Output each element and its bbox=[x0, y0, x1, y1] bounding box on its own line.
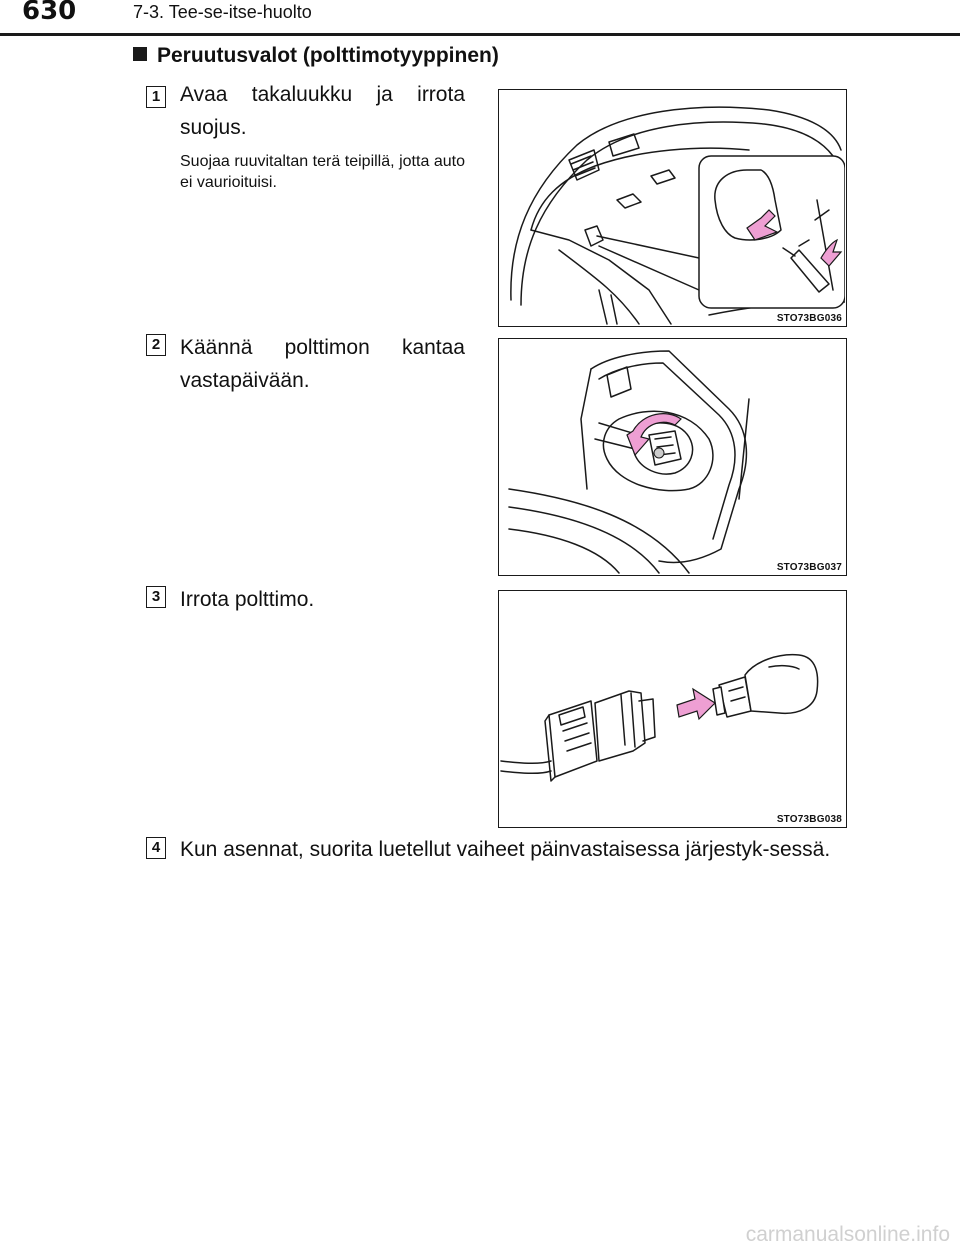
step-number-4: 4 bbox=[146, 837, 166, 859]
bulb-illustration bbox=[499, 591, 845, 826]
step-number-1: 1 bbox=[146, 86, 166, 108]
figure-code-3: STO73BG038 bbox=[776, 814, 842, 825]
section-title-text: Peruutusvalot (polttimotyyppinen) bbox=[157, 44, 499, 67]
socket-illustration bbox=[499, 339, 845, 574]
step-text-1: Avaa takaluukku ja irrota suojus. bbox=[180, 83, 465, 139]
step-number-2: 2 bbox=[146, 334, 166, 356]
watermark: carmanualsonline.info bbox=[745, 1223, 950, 1246]
step-number-3: 3 bbox=[146, 586, 166, 608]
step-text-2: Käännä polttimon kantaa vastapäivään. bbox=[180, 336, 465, 392]
figure-remove-bulb bbox=[498, 590, 847, 828]
step-text-4: Kun asennat, suorita luetellut vaiheet päinvastaisessa järjestyk-sessä. bbox=[180, 838, 831, 861]
step-note-1: Suojaa ruuvitaltan terä teipillä, jotta auto ei vaurioituisi. bbox=[180, 153, 465, 191]
square-bullet-icon bbox=[133, 47, 147, 61]
tailgate-illustration bbox=[499, 90, 845, 325]
page-number: 630 bbox=[22, 0, 77, 26]
header-rule bbox=[0, 33, 960, 36]
figure-turn-socket bbox=[498, 338, 847, 576]
step-text-3: Irrota polttimo. bbox=[180, 588, 315, 611]
figure-open-tailgate bbox=[498, 89, 847, 327]
figure-code-1: STO73BG036 bbox=[776, 313, 842, 324]
section-header: 7-3. Tee-se-itse-huolto bbox=[133, 2, 312, 22]
section-title bbox=[133, 44, 499, 68]
figure-code-2: STO73BG037 bbox=[776, 562, 842, 573]
